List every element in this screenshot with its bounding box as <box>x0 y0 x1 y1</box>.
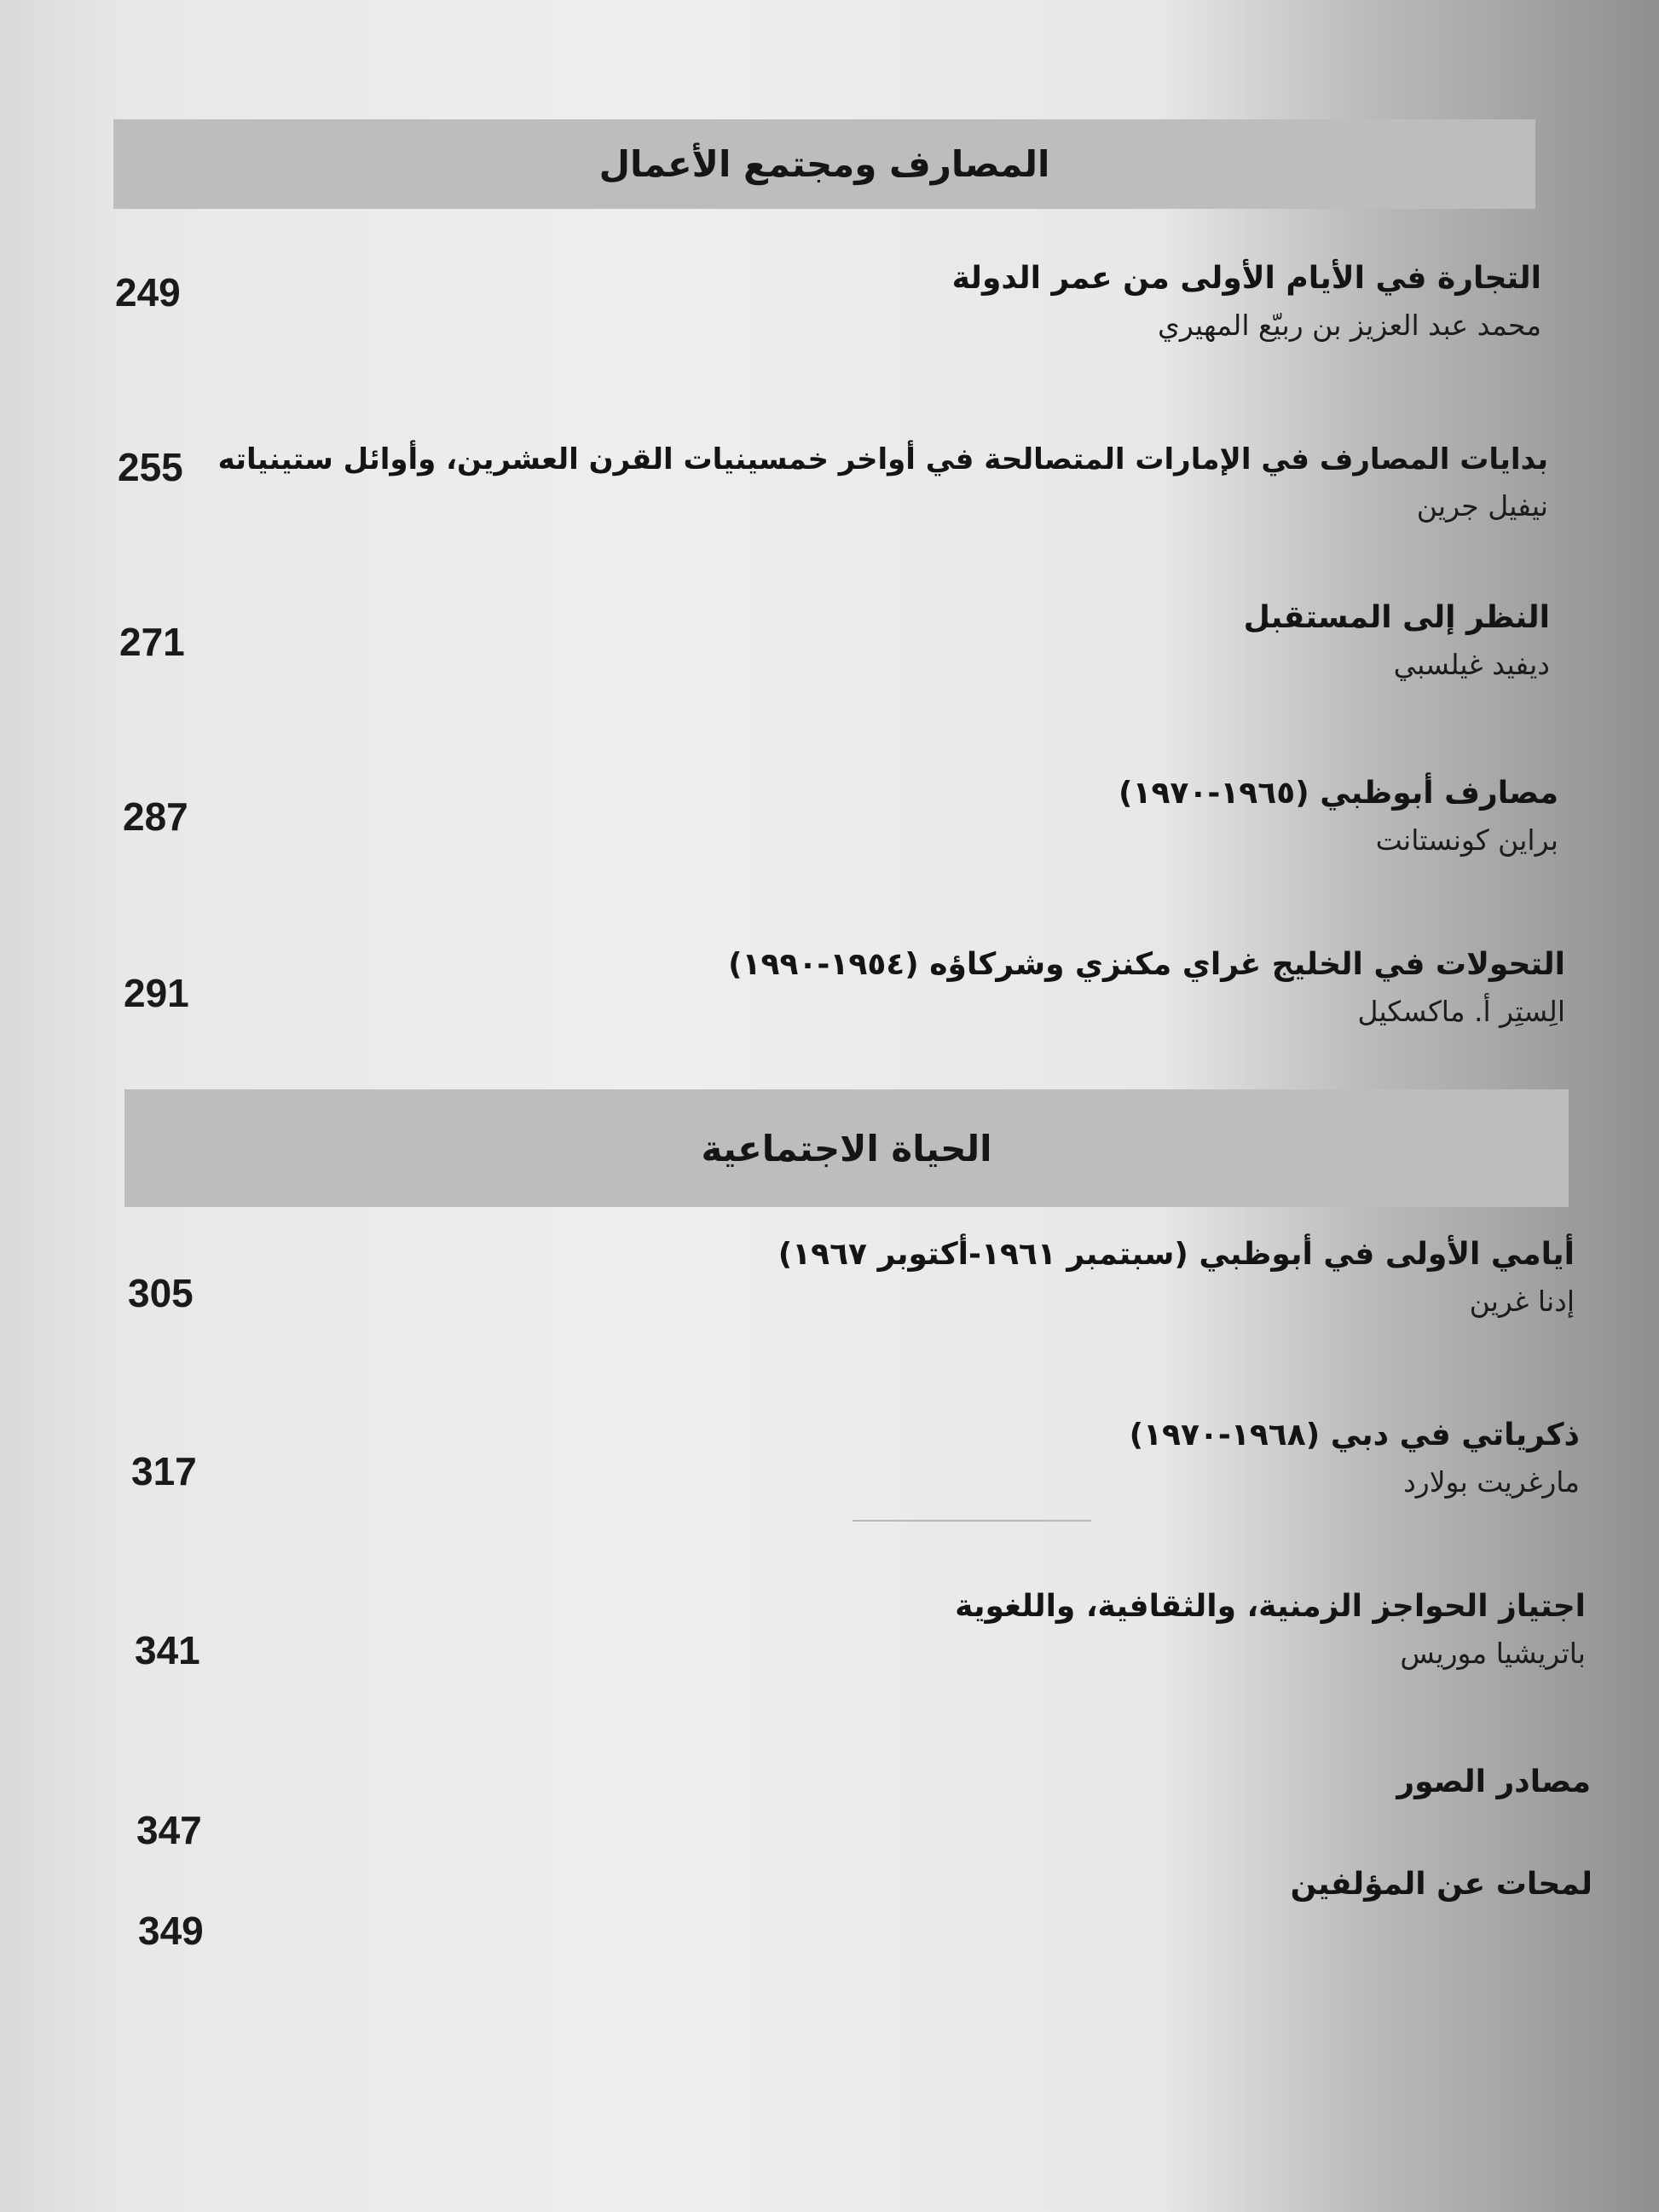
entry-author: مارغريت بولارد <box>1403 1465 1580 1499</box>
entry-author: ديفيد غيلسبي <box>1393 648 1550 681</box>
toc-entry <box>1119 769 1558 863</box>
entry-author: نيفيل جرين <box>1416 489 1548 523</box>
entry-author: باتريشيا موريس <box>1400 1637 1586 1670</box>
entry-author: الِستِر أ. ماكسكيل <box>1357 995 1565 1028</box>
page-number: 317 <box>131 1449 197 1493</box>
toc-entry <box>1130 1411 1580 1505</box>
entry-title: النظر إلى المستقبل <box>1243 600 1550 635</box>
divider <box>853 1520 1091 1522</box>
toc-entry <box>1291 1860 1593 1909</box>
page-number: 287 <box>123 794 188 839</box>
page-number: 291 <box>124 971 189 1015</box>
entry-author: إدنا غرين <box>1469 1285 1575 1318</box>
toc-entry <box>955 1582 1586 1676</box>
toc-entry <box>218 435 1548 528</box>
page-number: 255 <box>118 445 183 489</box>
entry-title: التحولات في الخليج غراي مكنزي وشركاؤه (١٩٥٤-١٩٩٠) <box>728 947 1565 982</box>
toc-entry <box>778 1230 1575 1324</box>
page-number: 305 <box>128 1271 194 1315</box>
section-title: الحياة الاجتماعية <box>701 1127 992 1170</box>
entry-title: مصادر الصور <box>1396 1764 1591 1799</box>
entry-title: أيامي الأولى في أبوظبي (سبتمبر ١٩٦١-أكتوبر ١٩٦٧) <box>777 1237 1575 1272</box>
entry-title: اجتياز الحواجز الزمنية، والثقافية، واللغوية <box>955 1589 1586 1624</box>
entry-author: محمد عبد العزيز بن ربيّع المهيري <box>1158 309 1541 342</box>
section-title: المصارف ومجتمع الأعمال <box>598 143 1050 185</box>
page-number: 271 <box>119 620 185 664</box>
toc-entry <box>728 940 1565 1034</box>
page-number: 347 <box>136 1808 202 1852</box>
section-header <box>124 1089 1569 1207</box>
entry-title: التجارة في الأيام الأولى من عمر الدولة <box>951 261 1541 296</box>
page-number: 341 <box>135 1628 200 1672</box>
entry-title: مصارف أبوظبي (١٩٦٥-١٩٧٠) <box>1119 776 1558 811</box>
toc-entry <box>952 254 1541 348</box>
entry-title: ذكرياتي في دبي (١٩٦٨-١٩٧٠) <box>1129 1418 1580 1453</box>
entry-author: براين كونستانت <box>1375 823 1558 857</box>
page-number: 349 <box>138 1909 204 1953</box>
page-number: 249 <box>115 270 181 315</box>
toc-entry <box>1396 1758 1591 1807</box>
entry-title: بدايات المصارف في الإمارات المتصالحة في أواخر خمسينيات القرن العشرين، وأوائل ستينياته <box>217 442 1548 476</box>
toc-entry <box>1244 593 1550 687</box>
section-header <box>113 119 1535 209</box>
entry-title: لمحات عن المؤلفين <box>1290 1867 1593 1902</box>
